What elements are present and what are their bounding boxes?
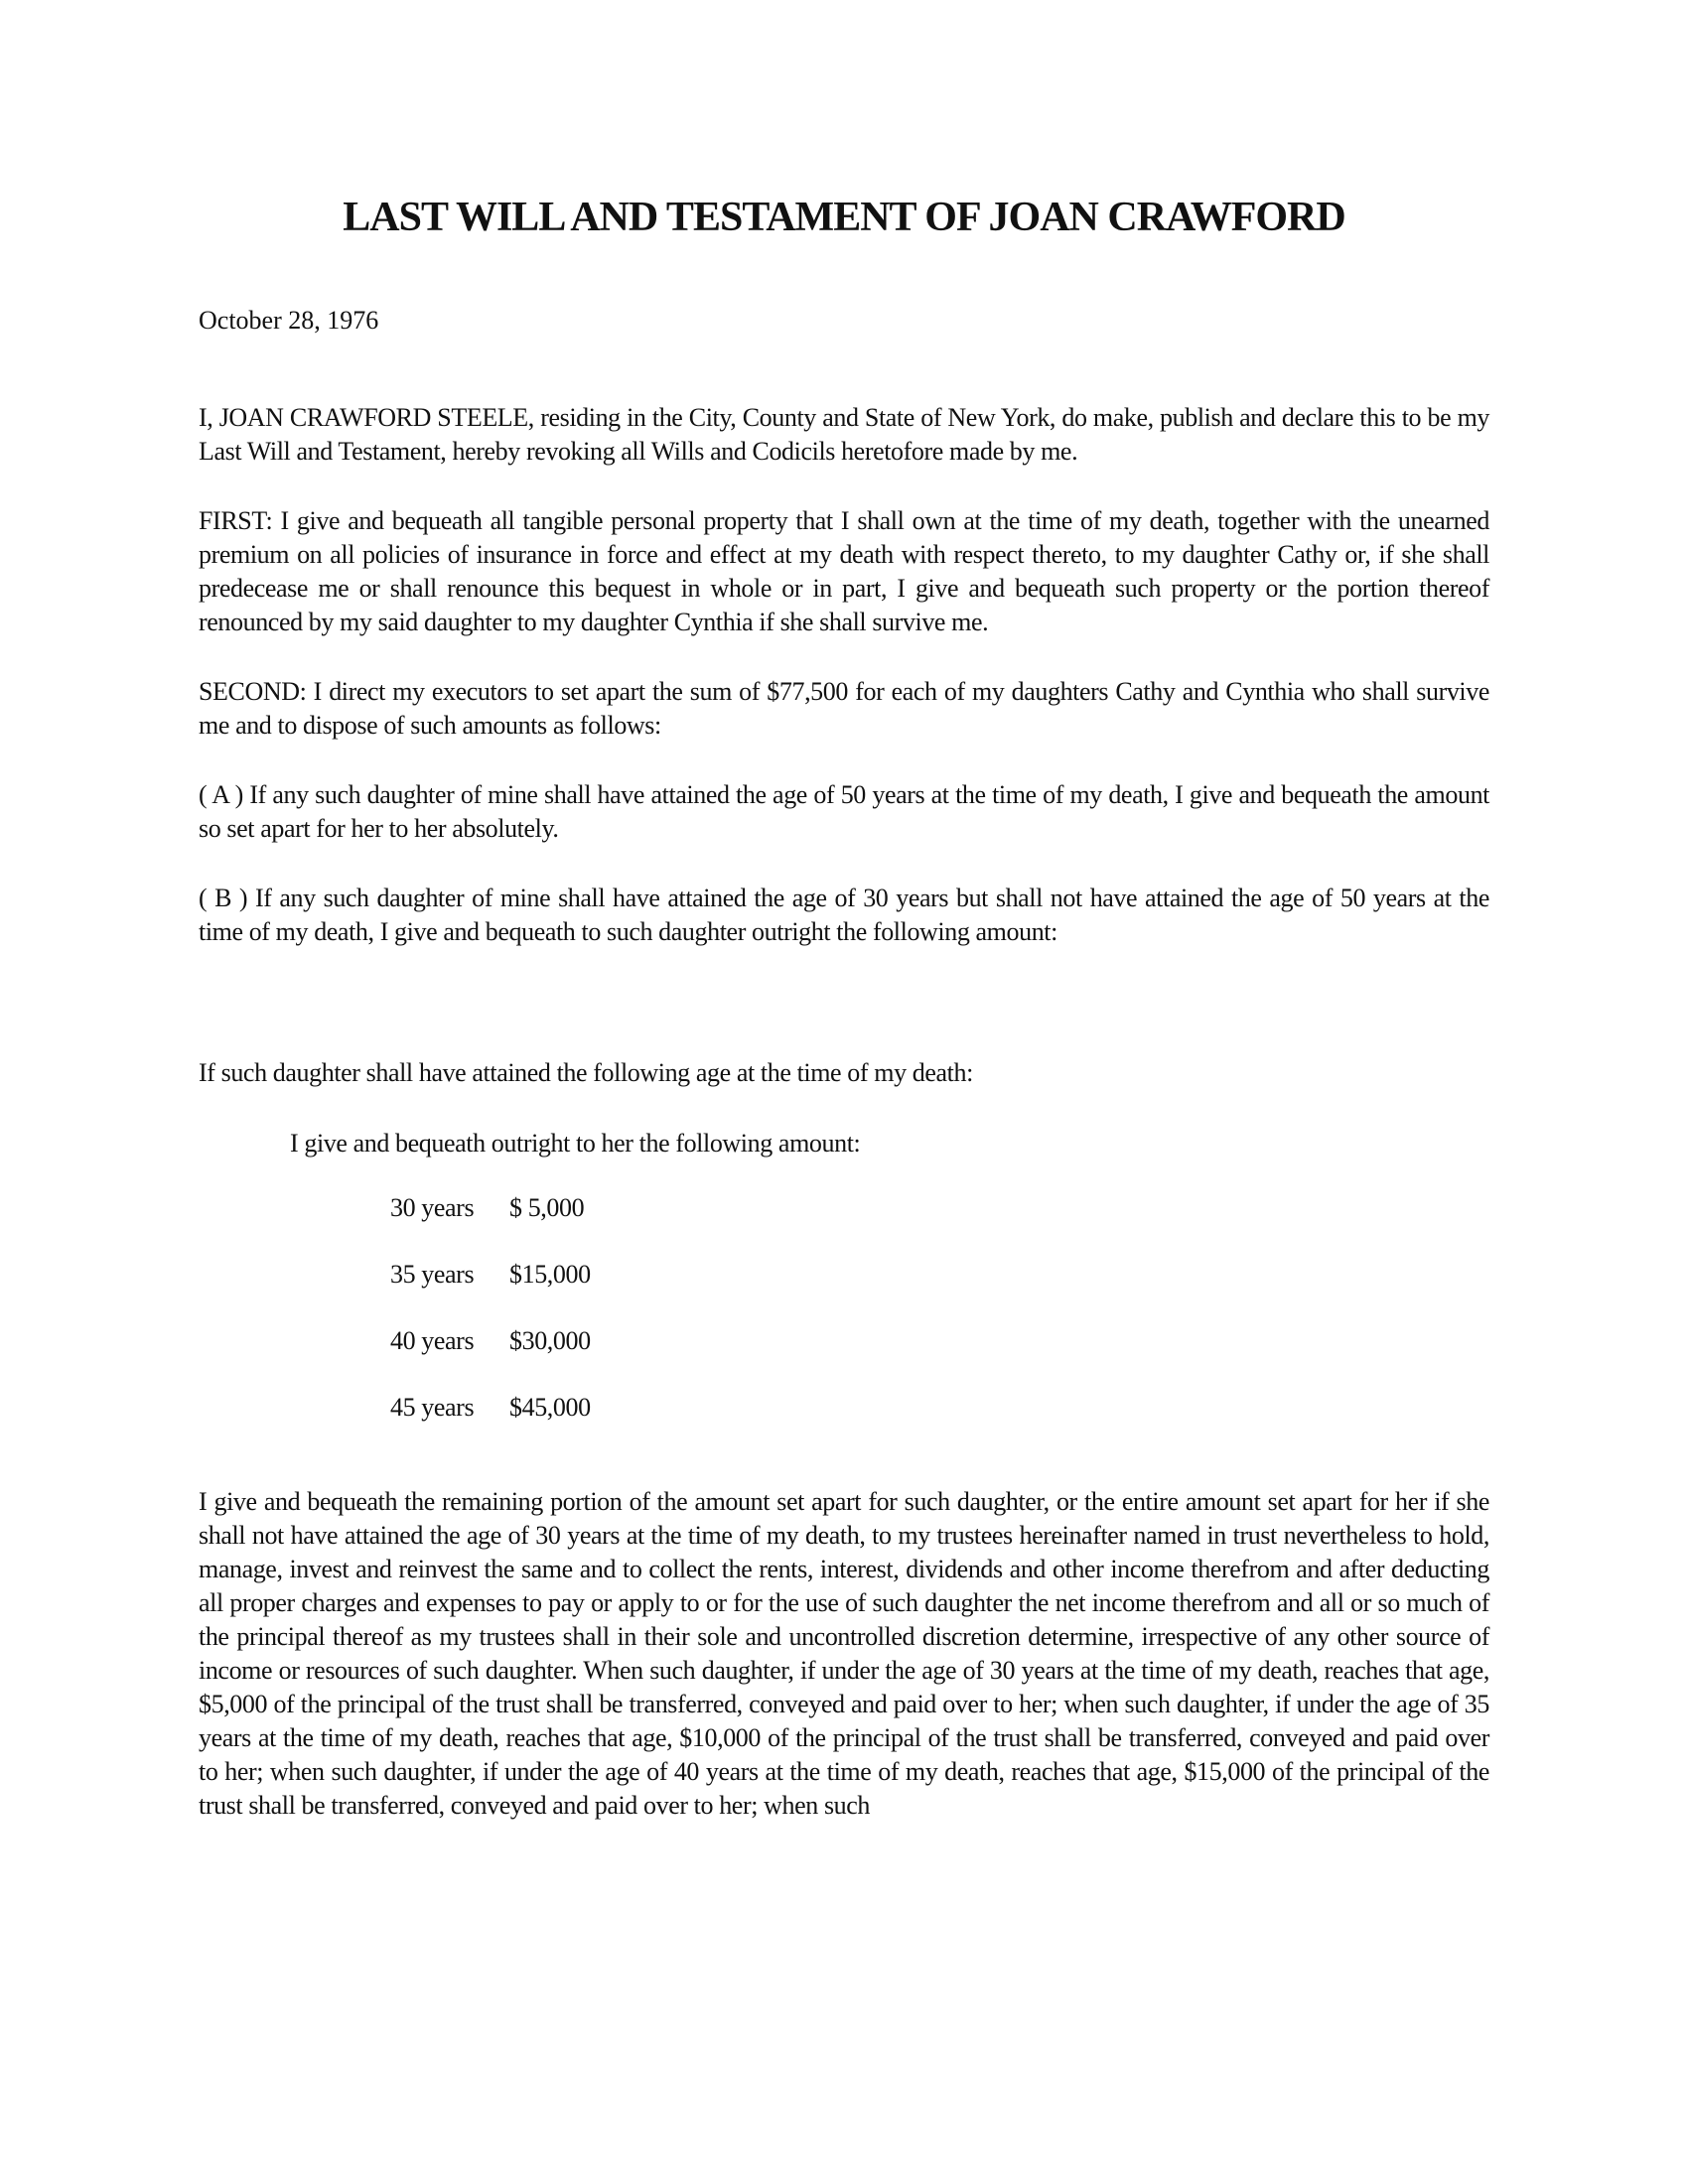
schedule-amount: $45,000: [509, 1393, 591, 1422]
schedule-age: 40 years: [390, 1326, 475, 1355]
schedule-amount: $30,000: [509, 1326, 591, 1355]
schedule-amount: $15,000: [509, 1260, 591, 1289]
paragraph-outright-intro: I give and bequeath outright to her the following amount:: [290, 1129, 861, 1158]
schedule-row: [390, 1391, 1489, 1425]
document-title: LAST WILL AND TESTAMENT OF JOAN CRAWFORD: [343, 195, 1345, 240]
schedule-age: 30 years: [390, 1193, 475, 1222]
paragraph-attained-age-intro: If such daughter shall have attained the following age at the time of my death:: [199, 1058, 973, 1087]
schedule-age: 45 years: [390, 1393, 475, 1422]
paragraph-second-clause: SECOND: I direct my executors to set apart the sum of $77,500 for each of my daughters Cathy and Cynthia who shall survive me and to dispose of such amounts as follows:: [199, 677, 1489, 740]
schedule-row: [390, 1258, 1489, 1292]
schedule-amount: $ 5,000: [509, 1193, 585, 1222]
paragraph-trust-remainder: I give and bequeath the remaining portion of the amount set apart for such daughter, or the entire amount set apart for her if she shall not have attained the age of 30 years at the time of my death, to my trustees hereinafter named in trust nevertheless to hold, manage, invest and reinvest the same and to collect the rents, interest, dividends and other income therefrom and after deducting all proper charges and expenses to pay or apply to or for the use of such daughter the net income therefrom and all or so much of the principal thereof as my trustees shall in their sole and uncontrolled discretion determine, irrespective of any other source of income or resources of such daughter. When such daughter, if under the age of 30 years at the time of my death, reaches that age, $5,000 of the principal of the trust shall be transferred, conveyed and paid over to her; when such daughter, if under the age of 35 years at the time of my death, reaches that age, $10,000 of the principal of the trust shall be transferred, conveyed and paid over to her; when such daughter, if under the age of 40 years at the time of my death, reaches that age, $15,000 of the principal of the trust shall be transferred, conveyed and paid over to her; when such: [199, 1487, 1489, 1820]
age-amount-schedule: [390, 1191, 1489, 1425]
document-date: October 28, 1976: [199, 306, 379, 335]
schedule-row: [390, 1324, 1489, 1358]
paragraph-clause-b: ( B ) If any such daughter of mine shall have attained the age of 30 years but shall not have attained the age of 50 years at the time of my death, I give and bequeath to such daughter outright the following amount:: [199, 884, 1489, 946]
schedule-age: 35 years: [390, 1260, 475, 1289]
paragraph-first-clause: FIRST: I give and bequeath all tangible personal property that I shall own at the time of my death, together with the unearned premium on all policies of insurance in force and effect at my death with respect thereto, to my daughter Cathy or, if she shall predecease me or shall renounce this bequest in whole or in part, I give and bequeath such property or the portion thereof renounced by my said daughter to my daughter Cynthia if she shall survive me.: [199, 506, 1489, 636]
paragraph-intro: I, JOAN CRAWFORD STEELE, residing in the City, County and State of New York, do make, publish and declare this to be my Last Will and Testament, hereby revoking all Wills and Codicils heretofore made by me.: [199, 403, 1489, 466]
schedule-row: [390, 1191, 1489, 1225]
paragraph-clause-a: ( A ) If any such daughter of mine shall have attained the age of 50 years at the time of my death, I give and bequeath the amount so set apart for her to her absolutely.: [199, 780, 1489, 843]
